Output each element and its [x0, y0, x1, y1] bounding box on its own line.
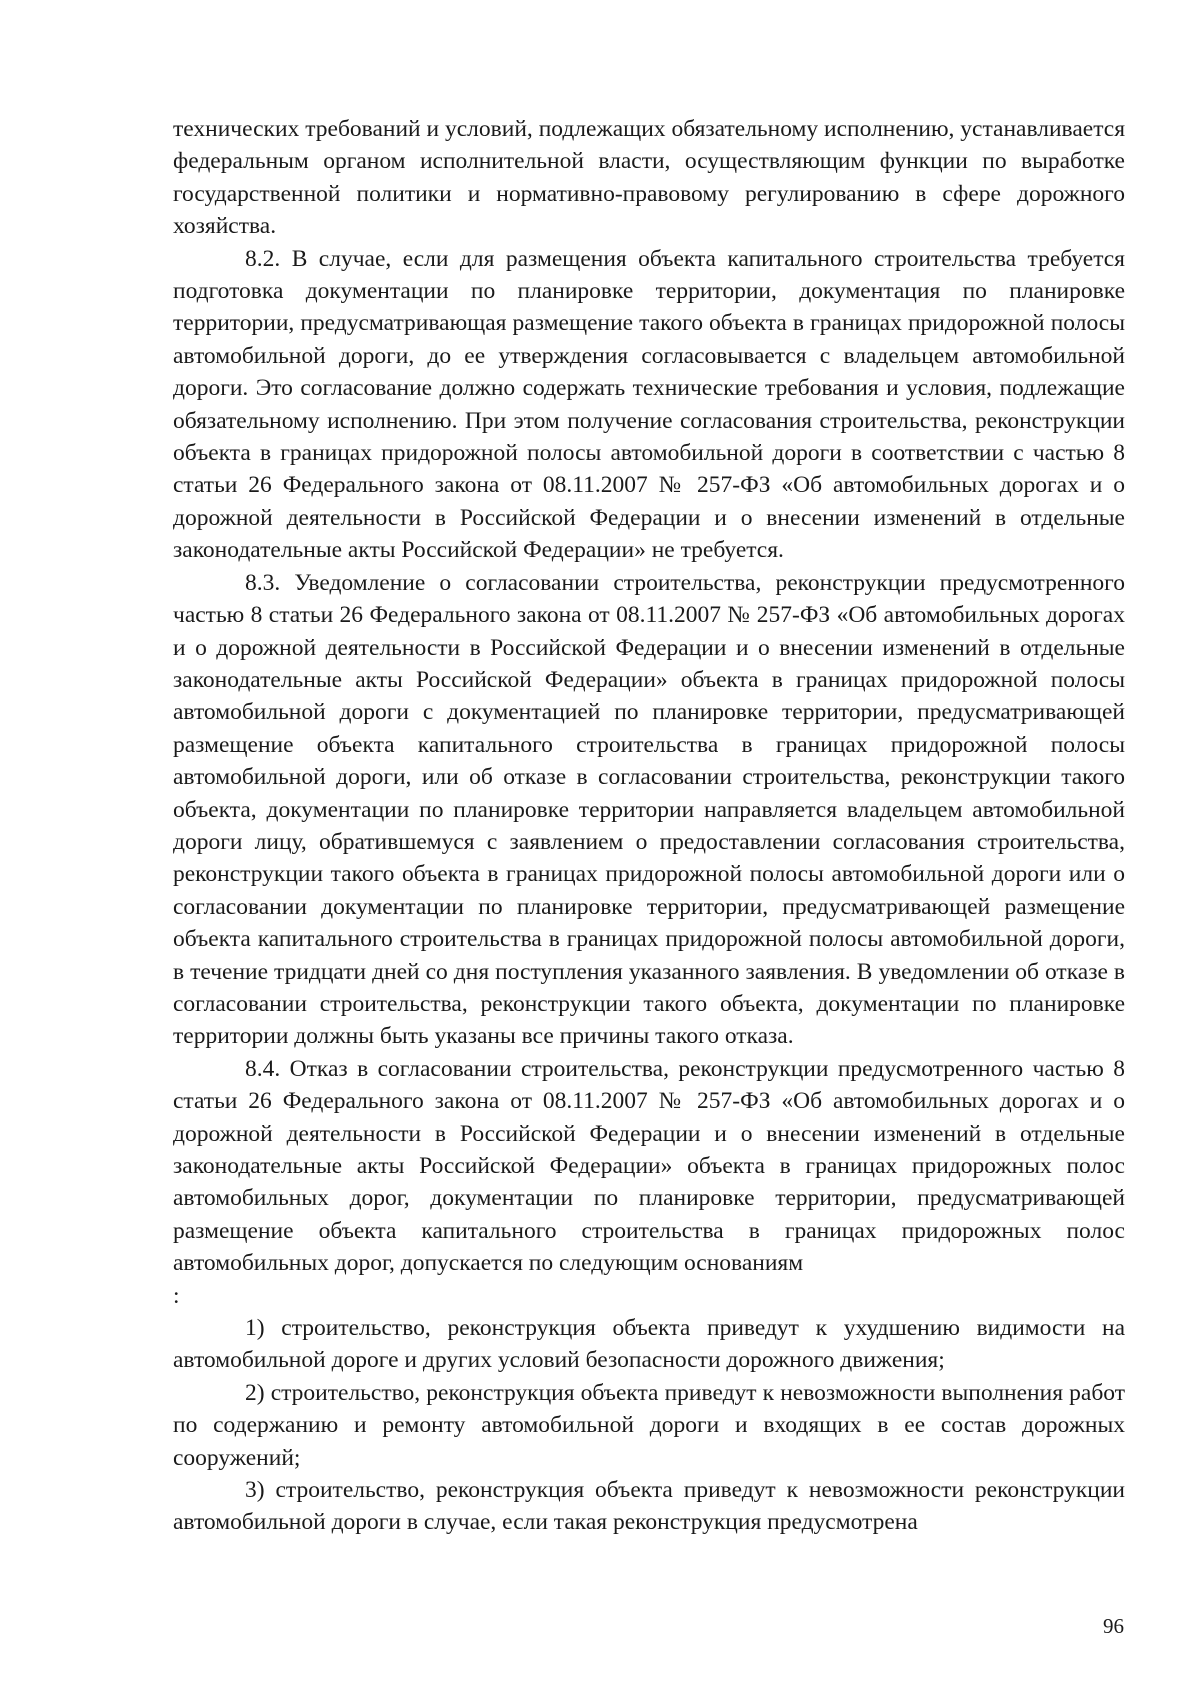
document-body — [173, 113, 1125, 1539]
list-item-2: 2) строительство, реконструкция объекта приведут к невозможности выполнения работ по содержанию и ремонту автомобильной дороги и входящих в ее состав дорожных сооружений; — [173, 1379, 1125, 1471]
paragraph-8-4: 8.4. Отказ в согласовании строительства, реконструкции предусмотренного частью 8 статьи 26 Федерального закона от 08.11.2007 № 257-ФЗ «Об автомобильных дорогах и о дорожной деятельности в Российской Федерации и о внесении изменений в отдельные законодательные акты Российской Федерации» объекта в границах придорожных полос автомобильных дорог, документации по планировке территории, предусматривающей размещение объекта капитального строительства в границах придорожных полос автомобильных дорог, допускается по следующим основаниям — [173, 1055, 1125, 1277]
page-number: 96 — [1103, 1614, 1124, 1638]
stray-colon: : — [173, 1282, 180, 1309]
list-item-1: 1) строительство, реконструкция объекта приведут к ухудшению видимости на автомобильной дороге и других условий безопасности дорожного движения; — [173, 1315, 1125, 1374]
list-item-3: 3) строительство, реконструкция объекта приведут к невозможности реконструкции автомобильной дороги в случае, если такая реконструкция предусмотрена — [173, 1477, 1125, 1536]
paragraph-continuation: технических требований и условий, подлежащих обязательному исполнению, устанавливается федеральным органом исполнительной власти, осуществляющим функции по выработке государственной политики и нормативно-правовому регулированию в сфере дорожного хозяйства. — [173, 116, 1125, 240]
paragraph-8-3: 8.3. Уведомление о согласовании строительства, реконструкции предусмотренного частью 8 статьи 26 Федерального закона от 08.11.2007 № 257-ФЗ «Об автомобильных дорогах и о дорожной деятельности в Российской Федерации и о внесении изменений в отдельные законодательные акты Российской Федерации» объекта в границах придорожной полосы автомобильной дороги с документацией по планировке территории, предусматривающей размещение объекта капитального строительства в границах придорожной полосы автомобильной дороги, или об отказе в согласовании строительства, реконструкции такого объекта, документации по планировке территории направляется владельцем автомобильной дороги лицу, обратившемуся с заявлением о предоставлении согласования строительства, реконструкции такого объекта в границах придорожной полосы автомобильной дороги или о согласовании документации по планировке территории, предусматривающей размещение объекта капитального строительства в границах придорожной полосы автомобильной дороги, в течение тридцати дней со дня поступления указанного заявления. В уведомлении об отказе в согласовании строительства, реконструкции такого объекта, документации по планировке территории должны быть указаны все причины такого отказа. — [173, 569, 1125, 1050]
paragraph-8-2: 8.2. В случае, если для размещения объекта капитального строительства требуется подготовка документации по планировке территории, документация по планировке территории, предусматривающая размещение такого объекта в границах придорожной полосы автомобильной дороги, до ее утверждения согласовывается с владельцем автомобильной дороги. Это согласование должно содержать технические требования и условия, подлежащие обязательному исполнению. При этом получение согласования строительства, реконструкции объекта в границах придорожной полосы автомобильной дороги в соответствии с частью 8 статьи 26 Федерального закона от 08.11.2007 № 257-ФЗ «Об автомобильных дорогах и о дорожной деятельности в Российской Федерации и о внесении изменений в отдельные законодательные акты Российской Федерации» не требуется. — [173, 245, 1125, 564]
